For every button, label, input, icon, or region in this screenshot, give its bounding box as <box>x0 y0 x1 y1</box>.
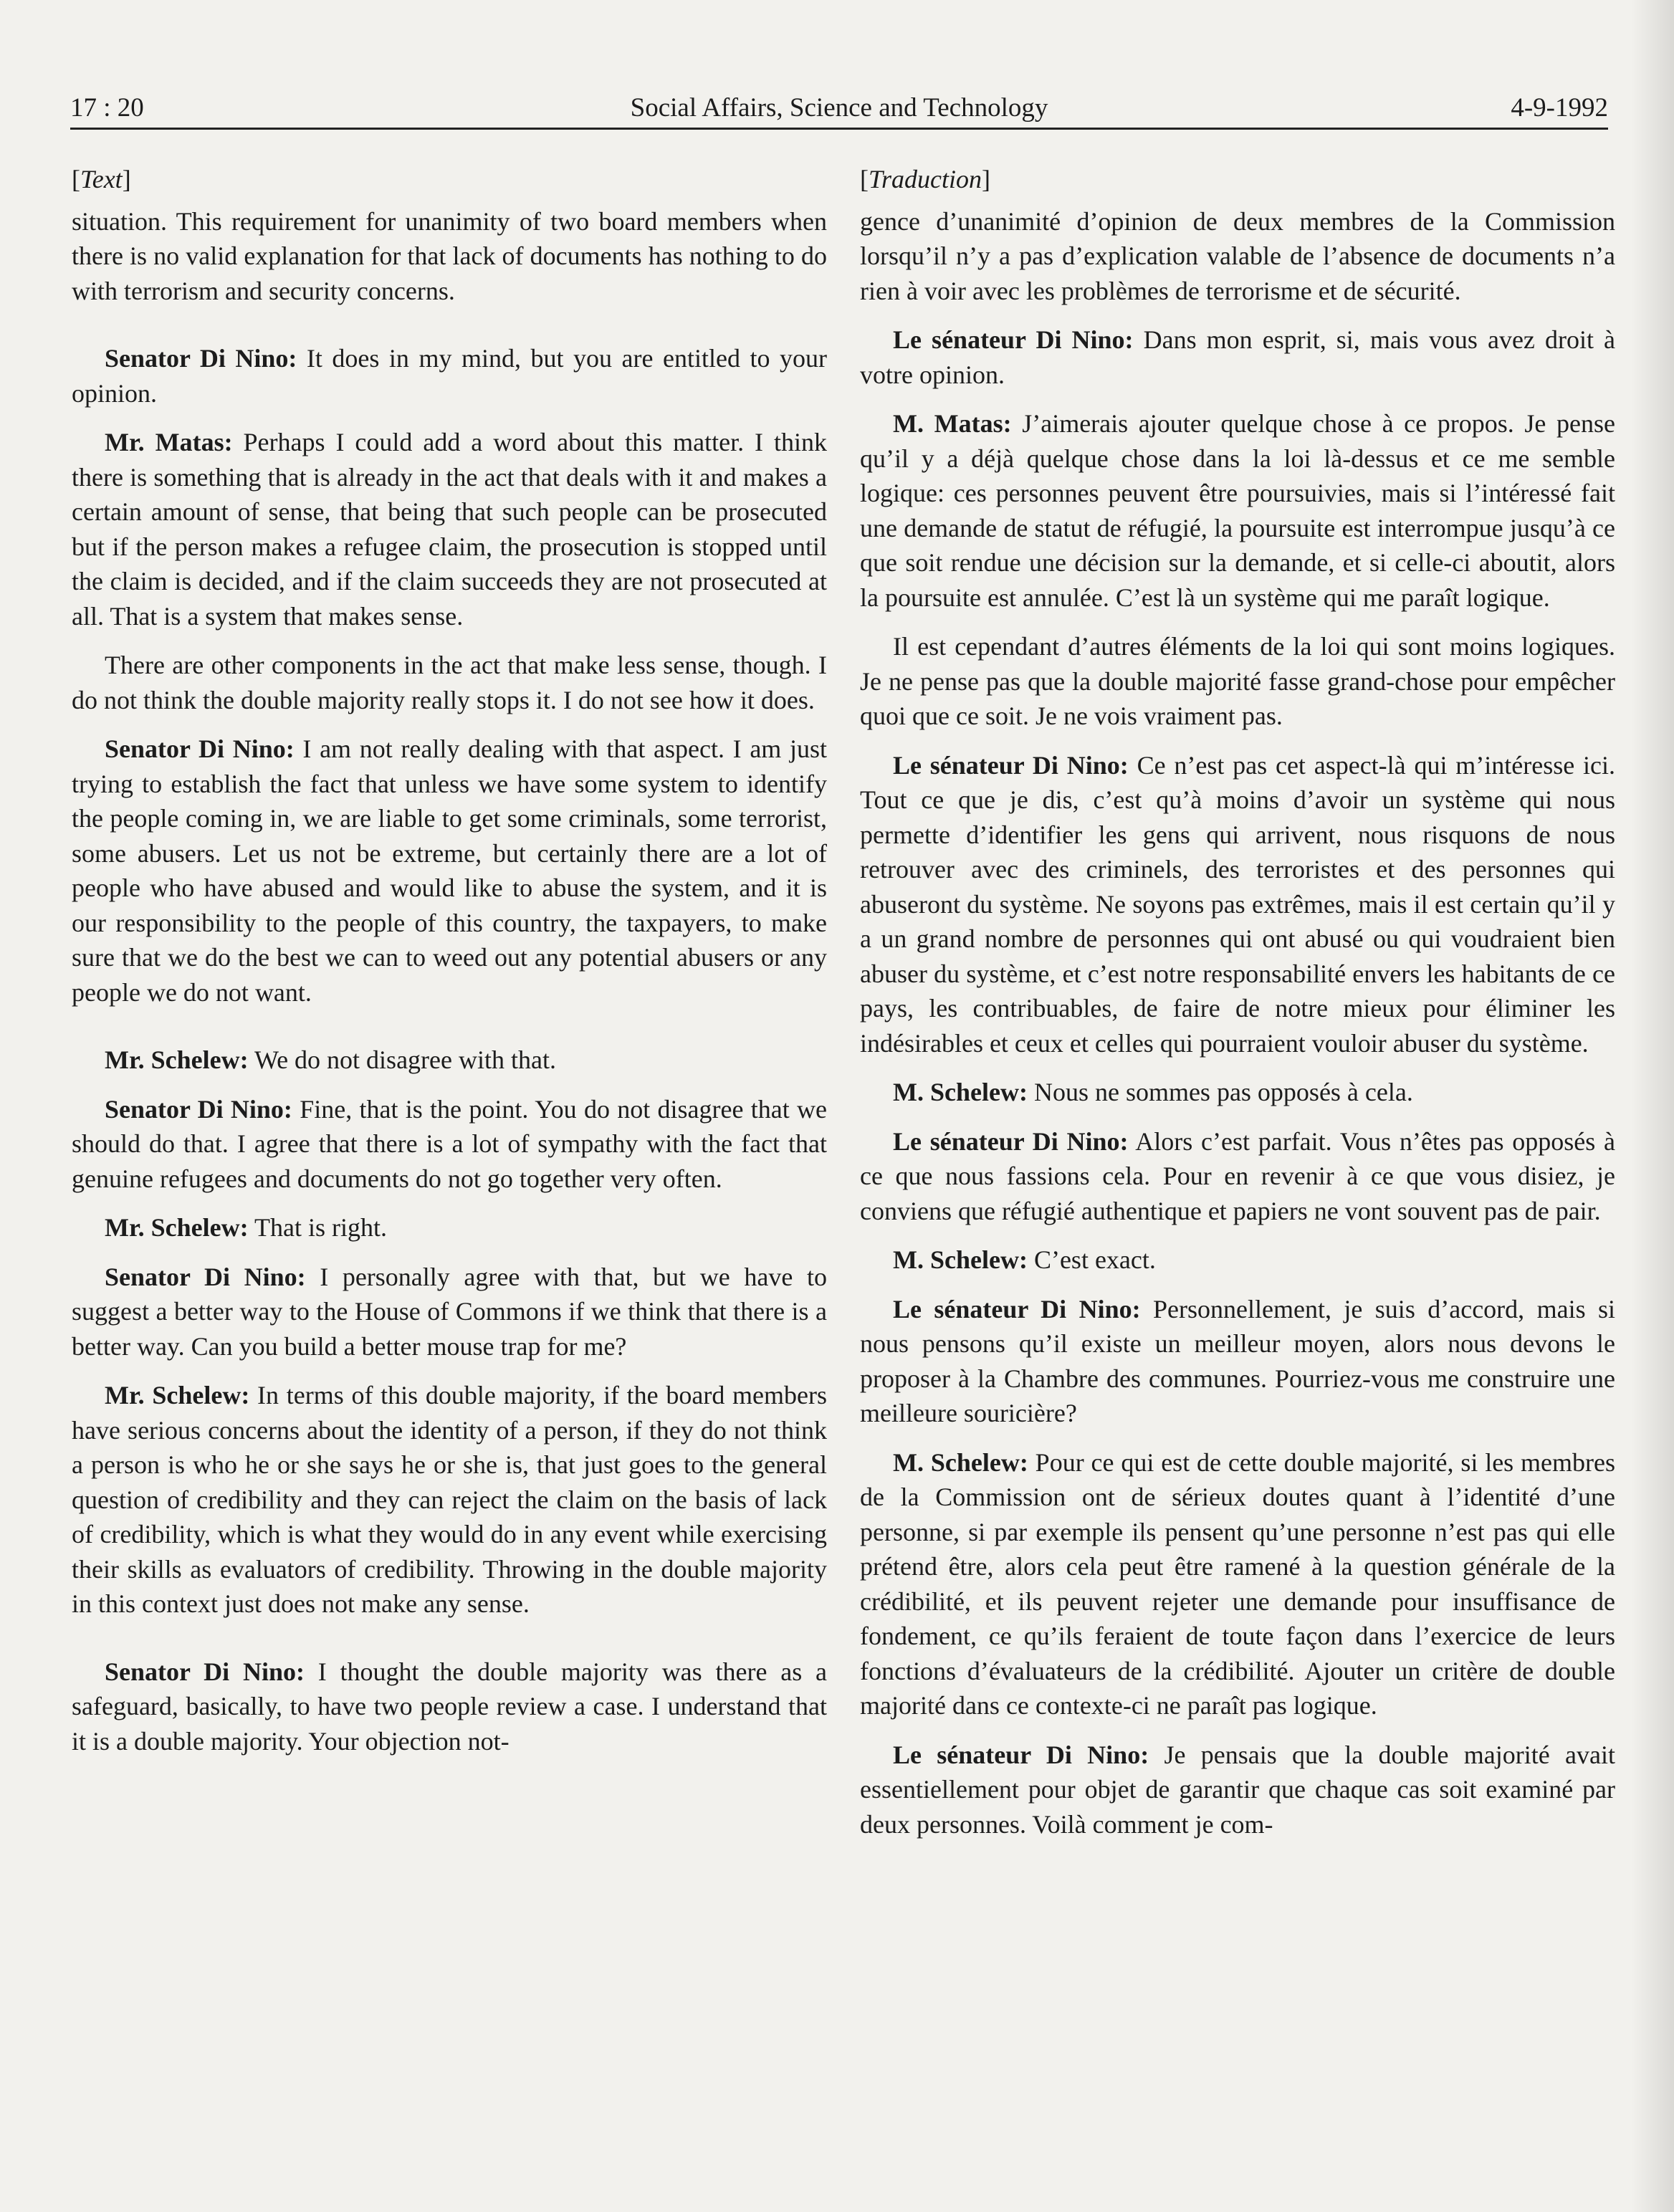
speaker-name: Mr. Matas: <box>105 428 233 456</box>
paragraph: Senator Di Nino: Fine, that is the point. You do not disagree that we should do that. I agree that there is a lot of sympathy with the fact that genuine refugees and documents do not go together very often. <box>72 1094 827 1193</box>
right-column <box>860 162 1615 1856</box>
left-column <box>72 162 827 1773</box>
running-header <box>70 85 1608 130</box>
speaker-name: Senator Di Nino: <box>105 1262 306 1291</box>
speaker-name: Le sénateur Di Nino: <box>893 750 1129 780</box>
speaker-name: Senator Di Nino: <box>105 1094 292 1124</box>
speaker-name: M. Schelew: <box>893 1245 1028 1274</box>
speaker-name: Mr. Schelew: <box>105 1381 250 1409</box>
speaker-name: M. Schelew: <box>893 1447 1028 1477</box>
paragraph: Le sénateur Di Nino: Dans mon esprit, si, mais vous avez droit à votre opinion. <box>860 325 1616 389</box>
paragraph: Mr. Schelew: We do not disagree with that. <box>105 1045 556 1074</box>
page-edge-shadow <box>1631 0 1674 2212</box>
speaker-name: Senator Di Nino: <box>105 734 295 763</box>
header-title: Social Affairs, Science and Technology <box>630 93 1048 123</box>
paragraph: situation. This requirement for unanimity of two board members when there is no valid explanation for that lack of documents has nothing to do with terrorism and security concerns. <box>72 206 827 305</box>
column-label-traduction: [Traduction] <box>860 165 991 193</box>
speaker-name: Le sénateur Di Nino: <box>893 1294 1141 1323</box>
paragraph: M. Matas: J’aimerais ajouter quelque chose à ce propos. Je pense qu’il y a déjà quelque chose dans la loi là-dessus et ce me semble logique: ces personnes peuvent être poursuivies, mais si l’intéressé fait une demande de statut de réfugié, la poursuite est interrompue jusqu’à ce que soit rendue une décision sur la demande, et si celle-ci aboutit, alors la poursuite est annulée. C’est là un système qui me paraît logique. <box>860 409 1615 612</box>
paragraph: Le sénateur Di Nino: Personnellement, je suis d’accord, mais si nous pensons qu’il existe un meilleur moyen, alors nous devons le proposer à la Chambre des communes. Pourriez-vous me construire une meilleure souricière? <box>860 1294 1616 1427</box>
paragraph: Senator Di Nino: I am not really dealing with that aspect. I am just trying to establish the fact that unless we have some system to identify the people coming in, we are liable to get some criminals, some terrorist, some abusers. Let us not be extreme, but certainly there are a lot of people who have abused and would like to abuse the system, and it is our responsibility to the people of this country, the taxpayers, to make sure that we do the best we can to weed out any potential abusers or any people we do not want. <box>72 734 827 1007</box>
page-number: 17 : 20 <box>70 93 144 123</box>
paragraph: Le sénateur Di Nino: Je pensais que la double majorité avait essentiellement pour objet de garantir que chaque cas soit examiné par deux personnes. Voilà comment je com- <box>860 1740 1615 1839</box>
paragraph: M. Schelew: C’est exact. <box>893 1245 1156 1274</box>
paragraph: Senator Di Nino: I thought the double majority was there as a safeguard, basically, to have two people review a case. I understand that it is a double majority. Your objection not- <box>72 1657 827 1756</box>
paragraph: Le sénateur Di Nino: Alors c’est parfait. Vous n’êtes pas opposés à ce que nous fassions cela. Pour en revenir à ce que vous disiez, je conviens que réfugié authentique et papiers ne vont souvent pas de pair. <box>860 1126 1616 1225</box>
speaker-name: M. Schelew: <box>893 1078 1028 1106</box>
paragraph: Il est cependant d’autres éléments de la loi qui sont moins logiques. Je ne pense pas que la double majorité fasse grand-chose pour empêcher quoi que ce soit. Je ne vois vraiment pas. <box>860 632 1615 730</box>
paragraph: There are other components in the act that make less sense, though. I do not think the double majority really stops it. I do not see how it does. <box>72 651 827 714</box>
paragraph: Mr. Matas: Perhaps I could add a word about this matter. I think there is something that is already in the act that deals with it and makes a certain amount of sense, that being that such people can be prosecuted but if the person makes a refugee claim, the prosecution is stopped until the claim is decided, and if the claim succeeds they are not prosecuted at all. That is a system that makes sense. <box>72 428 827 631</box>
paragraph: Senator Di Nino: I personally agree with that, but we have to suggest a better way to the House of Commons if we think that there is a better way. Can you build a better mouse trap for me? <box>72 1262 827 1361</box>
paragraph: Le sénateur Di Nino: Ce n’est pas cet aspect-là qui m’intéresse ici. Tout ce que je dis, c’est qu’à moins d’avoir un système qui nous permette d’identifier les gens qui arrivent, nous risquons de nous retrouver avec des criminels, des terroristes et des personnes qui abuseront du système. Ne soyons pas extrêmes, mais il est certain qu’il y a un grand nombre de personnes qui ont abusé ou qui voudraient bien abuser du système, et c’est notre responsabilité envers les habitants de ce pays, les contribuables, de faire de notre mieux pour éliminer les indésirables et ceux et celles qui pourraient vouloir abuser du système. <box>860 750 1615 1058</box>
column-label-text: [Text] <box>72 165 131 193</box>
paragraph: Senator Di Nino: It does in my mind, but you are entitled to your opinion. <box>72 344 827 408</box>
speaker-name: Mr. Schelew: <box>105 1045 249 1074</box>
speaker-name: Le sénateur Di Nino: <box>893 1126 1129 1156</box>
paragraph: M. Schelew: Pour ce qui est de cette double majorité, si les membres de la Commission ont de sérieux doutes quant à l’identité d’une personne, si par exemple ils pensent qu’une personne n’est pas qui elle prétend être, alors cela peut être ramené à la question générale de la crédibilité, et ils peuvent rejeter une demande pour insuffisance de fondement, ce qu’ils feraient de toute façon dans l’exercice de leurs fonctions d’évaluateurs de la crédibilité. Ajouter un critère de double majorité dans ce contexte-ci ne paraît pas logique. <box>860 1447 1615 1720</box>
paragraph: M. Schelew: Nous ne sommes pas opposés à cela. <box>893 1078 1413 1106</box>
speaker-name: M. Matas: <box>893 409 1012 438</box>
paragraph: gence d’unanimité d’opinion de deux membres de la Commission lorsqu’il n’y a pas d’explication valable de l’absence de documents n’a rien à voir avec les problèmes de terrorisme et de sécurité. <box>860 206 1615 305</box>
speaker-name: Mr. Schelew: <box>105 1213 249 1242</box>
header-date: 4-9-1992 <box>1511 93 1608 123</box>
speaker-name: Senator Di Nino: <box>105 1657 305 1686</box>
paragraph: Mr. Schelew: In terms of this double majority, if the board members have serious concerns about the identity of a person, if they do not think a person is who he or she says he or she is, that just goes to the general question of credibility and they can reject the claim on the basis of lack of credibility, which is what they would do in any event while exercising their skills as evaluators of credibility. Throwing in the double majority in this context just does not make any sense. <box>72 1381 828 1618</box>
paragraph: Mr. Schelew: That is right. <box>105 1213 387 1242</box>
speaker-name: Senator Di Nino: <box>105 344 297 373</box>
speaker-name: Le sénateur Di Nino: <box>893 1740 1149 1769</box>
speaker-name: Le sénateur Di Nino: <box>893 325 1134 354</box>
